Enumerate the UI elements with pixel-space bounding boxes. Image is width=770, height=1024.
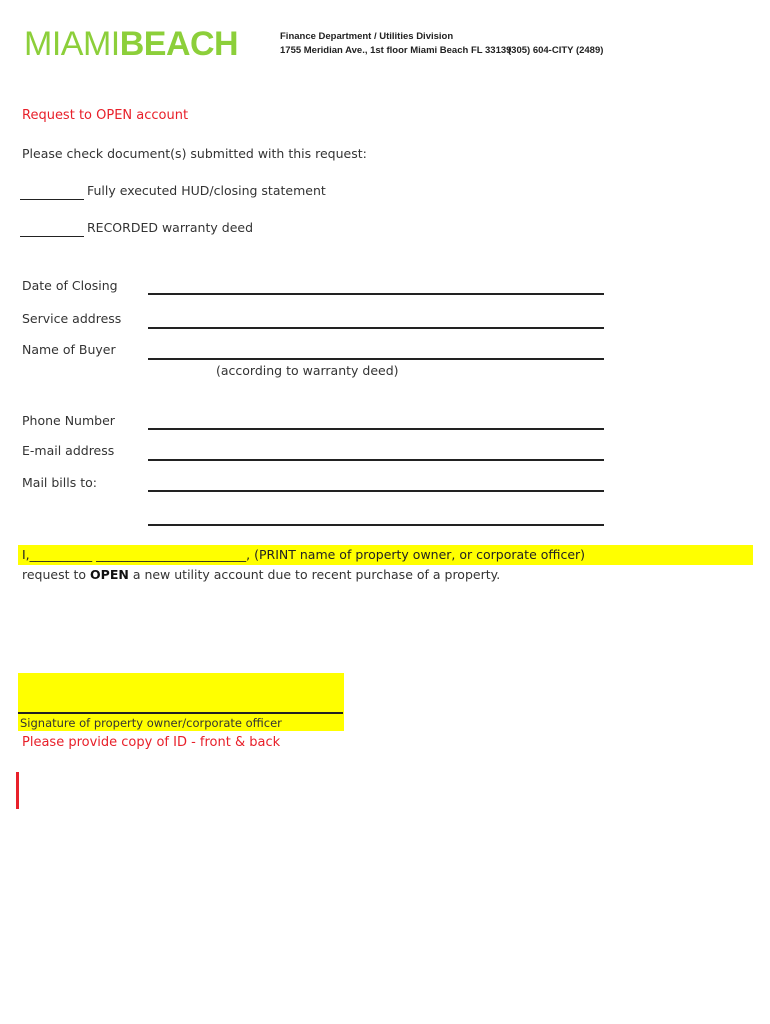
miami-beach-logo: [24, 24, 238, 64]
service-address-field[interactable]: [148, 327, 604, 329]
statement-rest: a new utility account due to recent purchase of a property.: [132, 567, 501, 582]
email-address-field[interactable]: [148, 459, 604, 461]
statement-suffix: (PRINT name of property owner, or corporate officer): [254, 547, 586, 562]
doc-hud-label: Fully executed HUD/closing statement: [87, 183, 326, 198]
date-of-closing-label: Date of Closing: [22, 278, 118, 293]
instruction-text: Please check document(s) submitted with this request:: [22, 146, 367, 161]
date-of-closing-field[interactable]: [148, 293, 604, 295]
signature-label: Signature of property owner/corporate officer: [20, 716, 282, 730]
checkbox-blank-hud[interactable]: [20, 199, 84, 200]
header-department: Finance Department / Utilities Division: [280, 31, 454, 42]
statement-line-1: [22, 547, 585, 562]
service-address-label: Service address: [22, 311, 122, 326]
header-address: 1755 Meridian Ave., 1st floor Miami Beach FL 33139: [280, 45, 512, 56]
statement-open-emphasis: OPEN: [90, 567, 129, 582]
phone-number-label: Phone Number: [22, 413, 115, 428]
logo-part-miami: MIAMI: [24, 25, 120, 63]
owner-last-name-blank[interactable]: ________________________,: [96, 547, 251, 562]
text-cursor-mark: [16, 772, 19, 809]
statement-line-2: [22, 567, 500, 582]
statement-request-to: request to: [22, 567, 87, 582]
statement-prefix: I,: [22, 547, 30, 562]
mail-bills-to-field-2[interactable]: [148, 524, 604, 526]
header-phone: (305) 604-CITY (2489): [508, 45, 604, 56]
name-of-buyer-field[interactable]: [148, 358, 604, 360]
phone-number-field[interactable]: [148, 428, 604, 430]
mail-bills-to-label: Mail bills to:: [22, 475, 97, 490]
logo-part-beach: BEACH: [119, 25, 239, 63]
email-address-label: E-mail address: [22, 443, 115, 458]
name-of-buyer-label: Name of Buyer: [22, 342, 116, 357]
doc-deed-label: RECORDED warranty deed: [87, 220, 254, 235]
buyer-note: (according to warranty deed): [216, 363, 399, 378]
signature-line: [18, 712, 343, 714]
owner-first-name-blank[interactable]: __________: [29, 547, 93, 562]
checkbox-blank-deed[interactable]: [20, 236, 84, 237]
form-title: Request to OPEN account: [22, 108, 189, 123]
mail-bills-to-field-1[interactable]: [148, 490, 604, 492]
id-copy-note: Please provide copy of ID - front & back: [22, 735, 281, 750]
